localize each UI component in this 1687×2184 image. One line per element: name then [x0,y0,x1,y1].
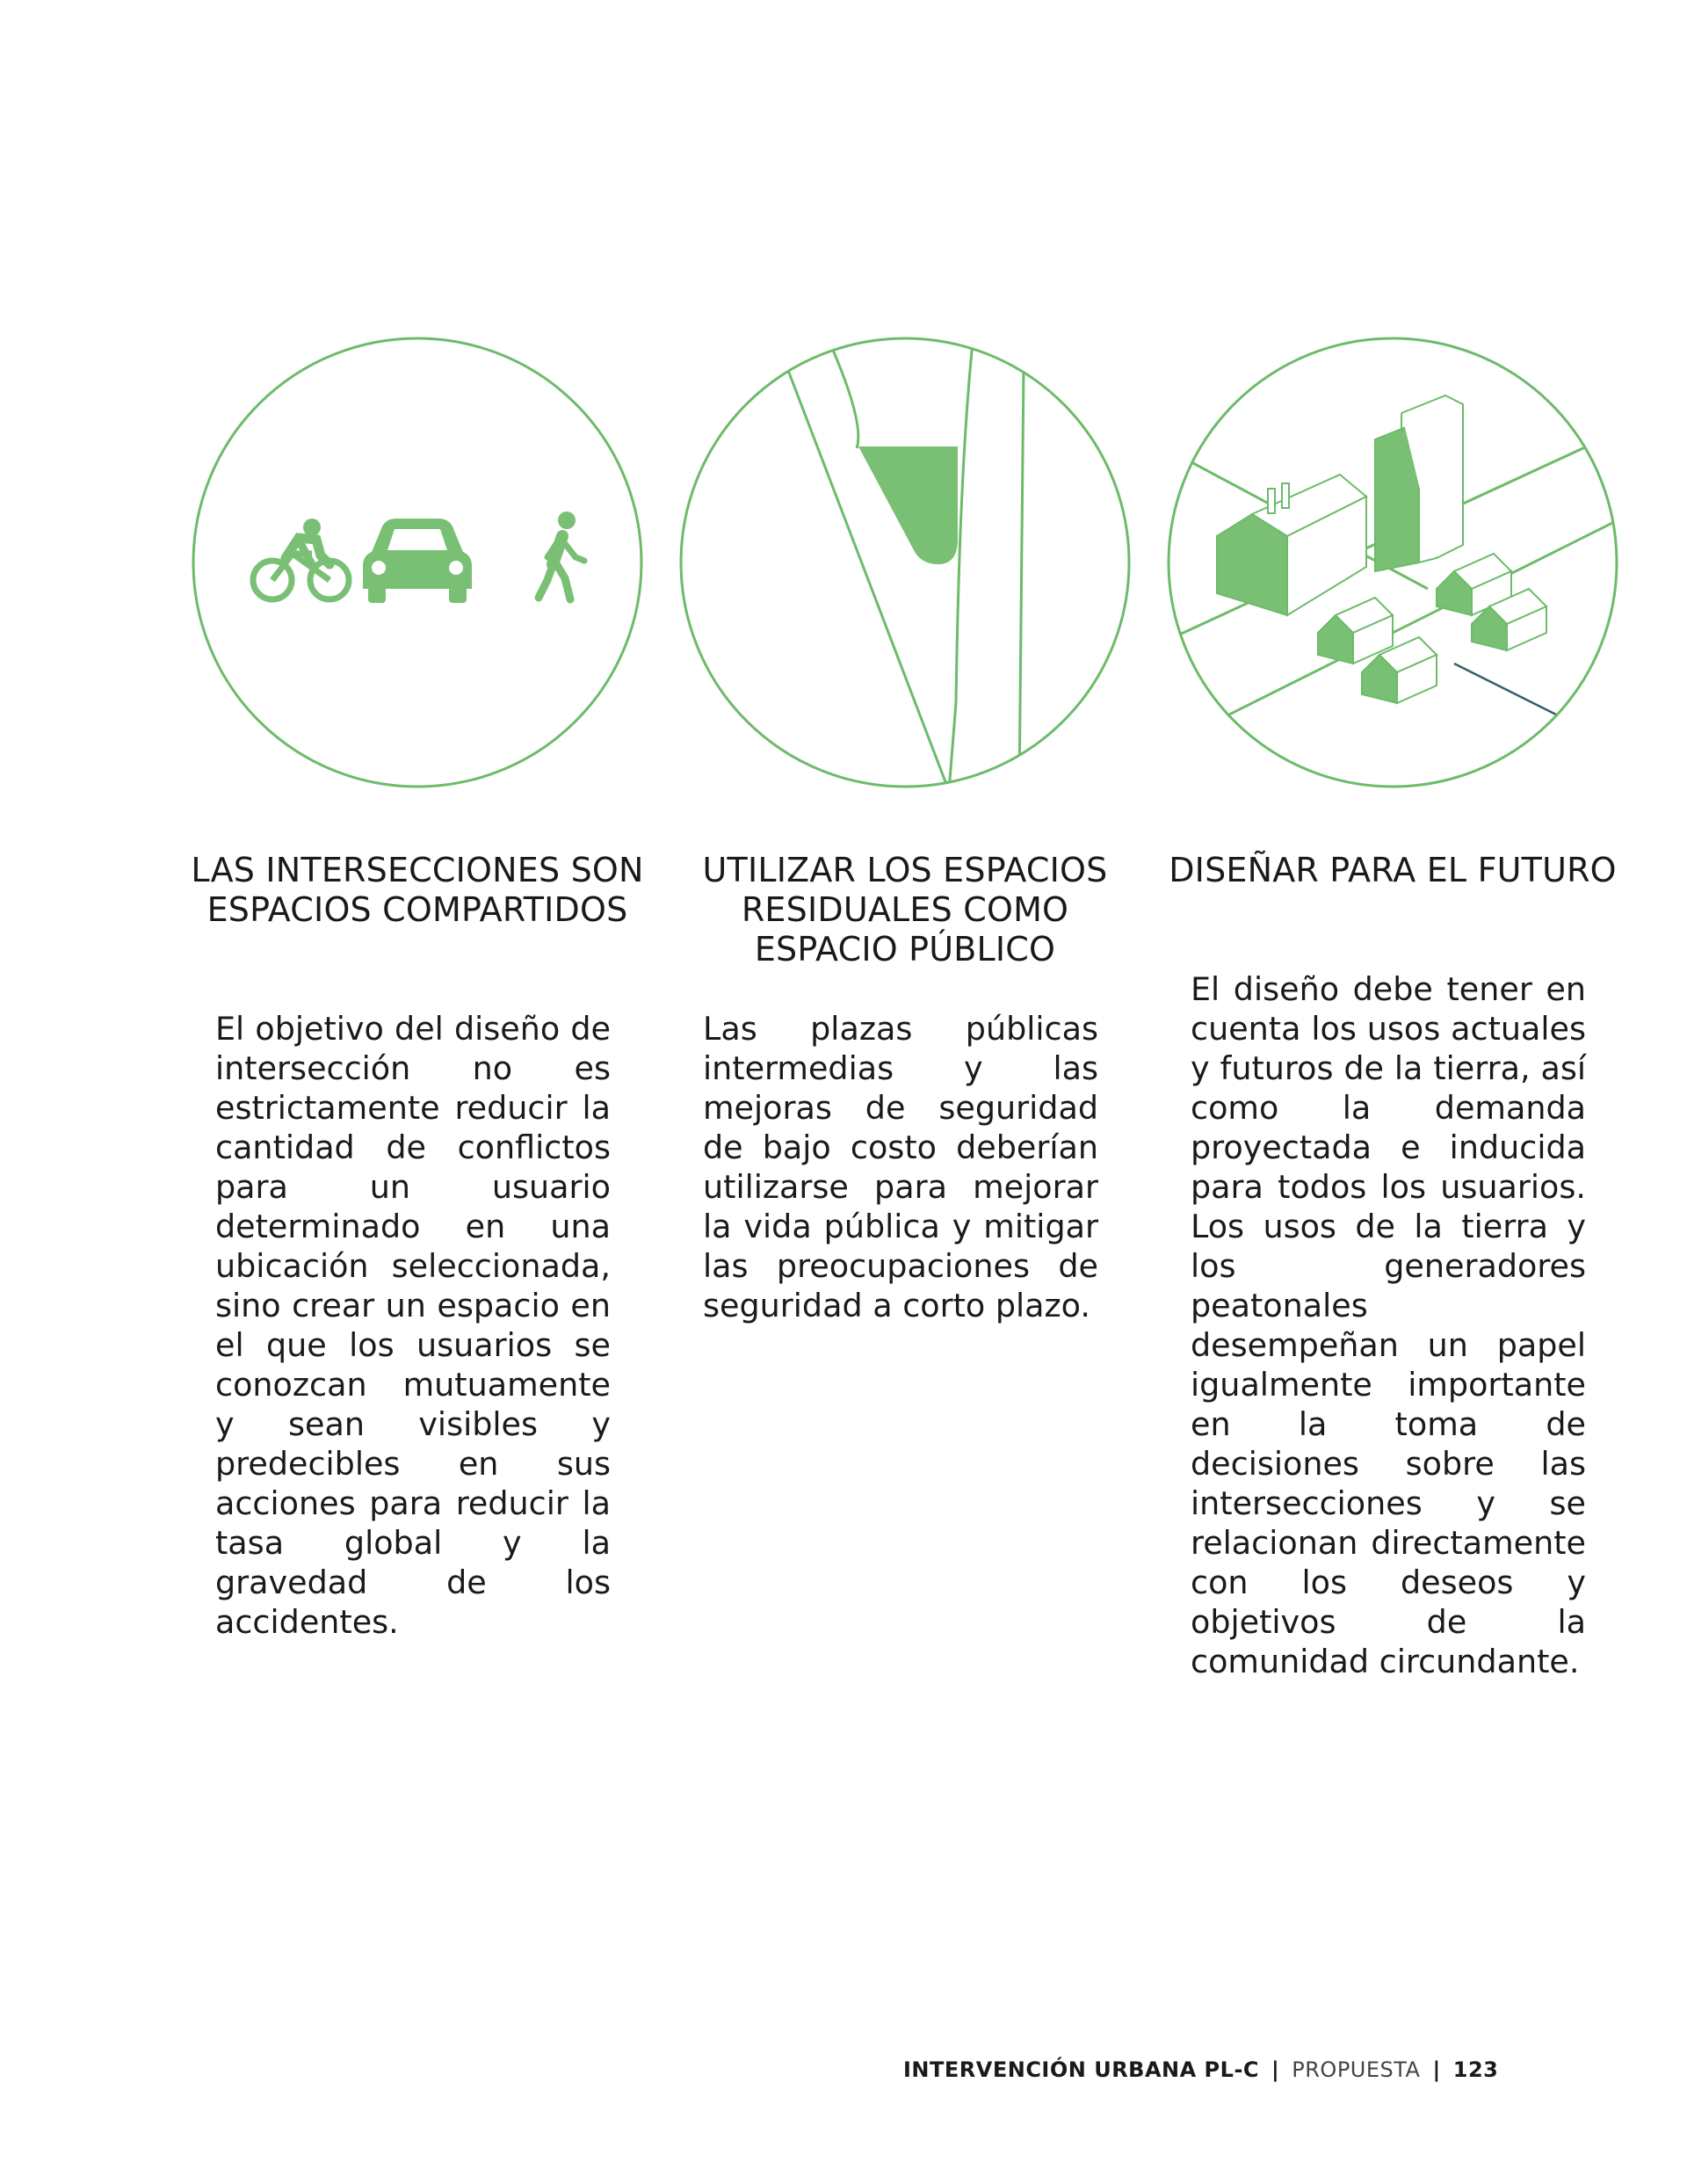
column-body-text: Las plazas públicas intermedias y las mejoras de seguridad de bajo costo deberían utilizarse para mejorar la vida pública y mitigar las preocupaciones de seguridad a corto plazo. [703,1010,1098,1324]
bicycle-icon [253,519,349,599]
car-icon [363,519,472,603]
residual-space-plaza-icon [677,334,1133,791]
column-heading: DISEÑAR PARA EL FUTURO [1169,851,1617,889]
column-heading: LAS INTERSECCIONES SON ESPACIOS COMPARTIDOS [191,851,644,929]
footer-separator: | [1432,2057,1441,2082]
column-heading: UTILIZAR LOS ESPACIOS RESIDUALES COMO ESPACIO PÚBLICO [702,851,1108,969]
footer-section: PROPUESTA [1292,2057,1421,2082]
column-body-text: El objetivo del diseño de intersección no es estrictamente reducir la cantidad de conflictos para un usuario determinado en una ubicación seleccionada, sino crear un espacio en el que los usuarios se conozcan mutuamente y sean visibles y predecibles en sus acciones para reducir la tasa global y la gravedad de los accidentes. [215,1010,611,1641]
footer-separator: | [1271,2057,1280,2082]
column-body-text: El diseño debe tener en cuenta los usos actuales y futuros de la tierra, así como la demanda proyectada e inducida para todos los usuarios. Los usos de la tierra y los generadores peatonales desempeñan un papel igualmente importante en la toma de decisiones sobre las intersecciones y se relacionan directamente con los deseos y objetivos de la comunidad circundante. [1191,970,1586,1680]
bike-car-pedestrian-icon [189,334,646,791]
page-footer [903,2057,1498,2083]
future-land-use-icon [1164,334,1621,791]
footer-title: INTERVENCIÓN URBANA PL-C [903,2057,1260,2082]
page-number: 123 [1452,2057,1499,2082]
pedestrian-icon [539,512,584,599]
